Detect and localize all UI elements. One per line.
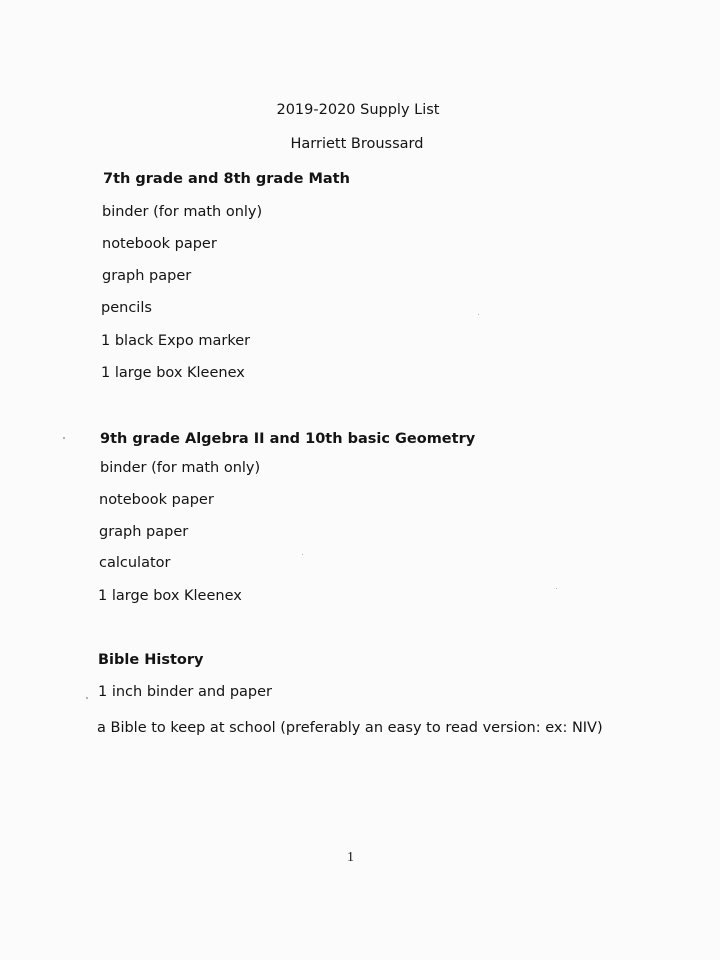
section-heading-math-7-8: 7th grade and 8th grade Math (103, 171, 350, 187)
list-item: graph paper (99, 524, 189, 540)
scan-speck (63, 437, 65, 439)
list-item: pencils (101, 300, 152, 316)
list-item: 1 large box Kleenex (98, 588, 242, 604)
scan-speck (556, 588, 557, 589)
section-heading-algebra-geometry: 9th grade Algebra II and 10th basic Geometry (100, 431, 476, 447)
list-item: 1 inch binder and paper (98, 684, 273, 700)
list-item: 1 black Expo marker (101, 333, 251, 349)
document-title: 2019-2020 Supply List (276, 102, 440, 118)
scan-speck (478, 314, 479, 315)
list-item: notebook paper (102, 236, 217, 252)
list-item: a Bible to keep at school (preferably an easy to read version: ex: NIV) (97, 720, 603, 736)
list-item: binder (for math only) (100, 460, 261, 476)
list-item: graph paper (102, 268, 192, 284)
section-heading-bible-history: Bible History (98, 652, 204, 668)
list-item: 1 large box Kleenex (101, 365, 245, 381)
scan-speck (86, 697, 88, 699)
scan-speck (302, 554, 303, 555)
list-item: binder (for math only) (102, 204, 263, 220)
page-number: 1 (347, 850, 354, 865)
teacher-name: Harriett Broussard (290, 136, 424, 152)
list-item: calculator (99, 555, 171, 571)
list-item: notebook paper (99, 492, 214, 508)
